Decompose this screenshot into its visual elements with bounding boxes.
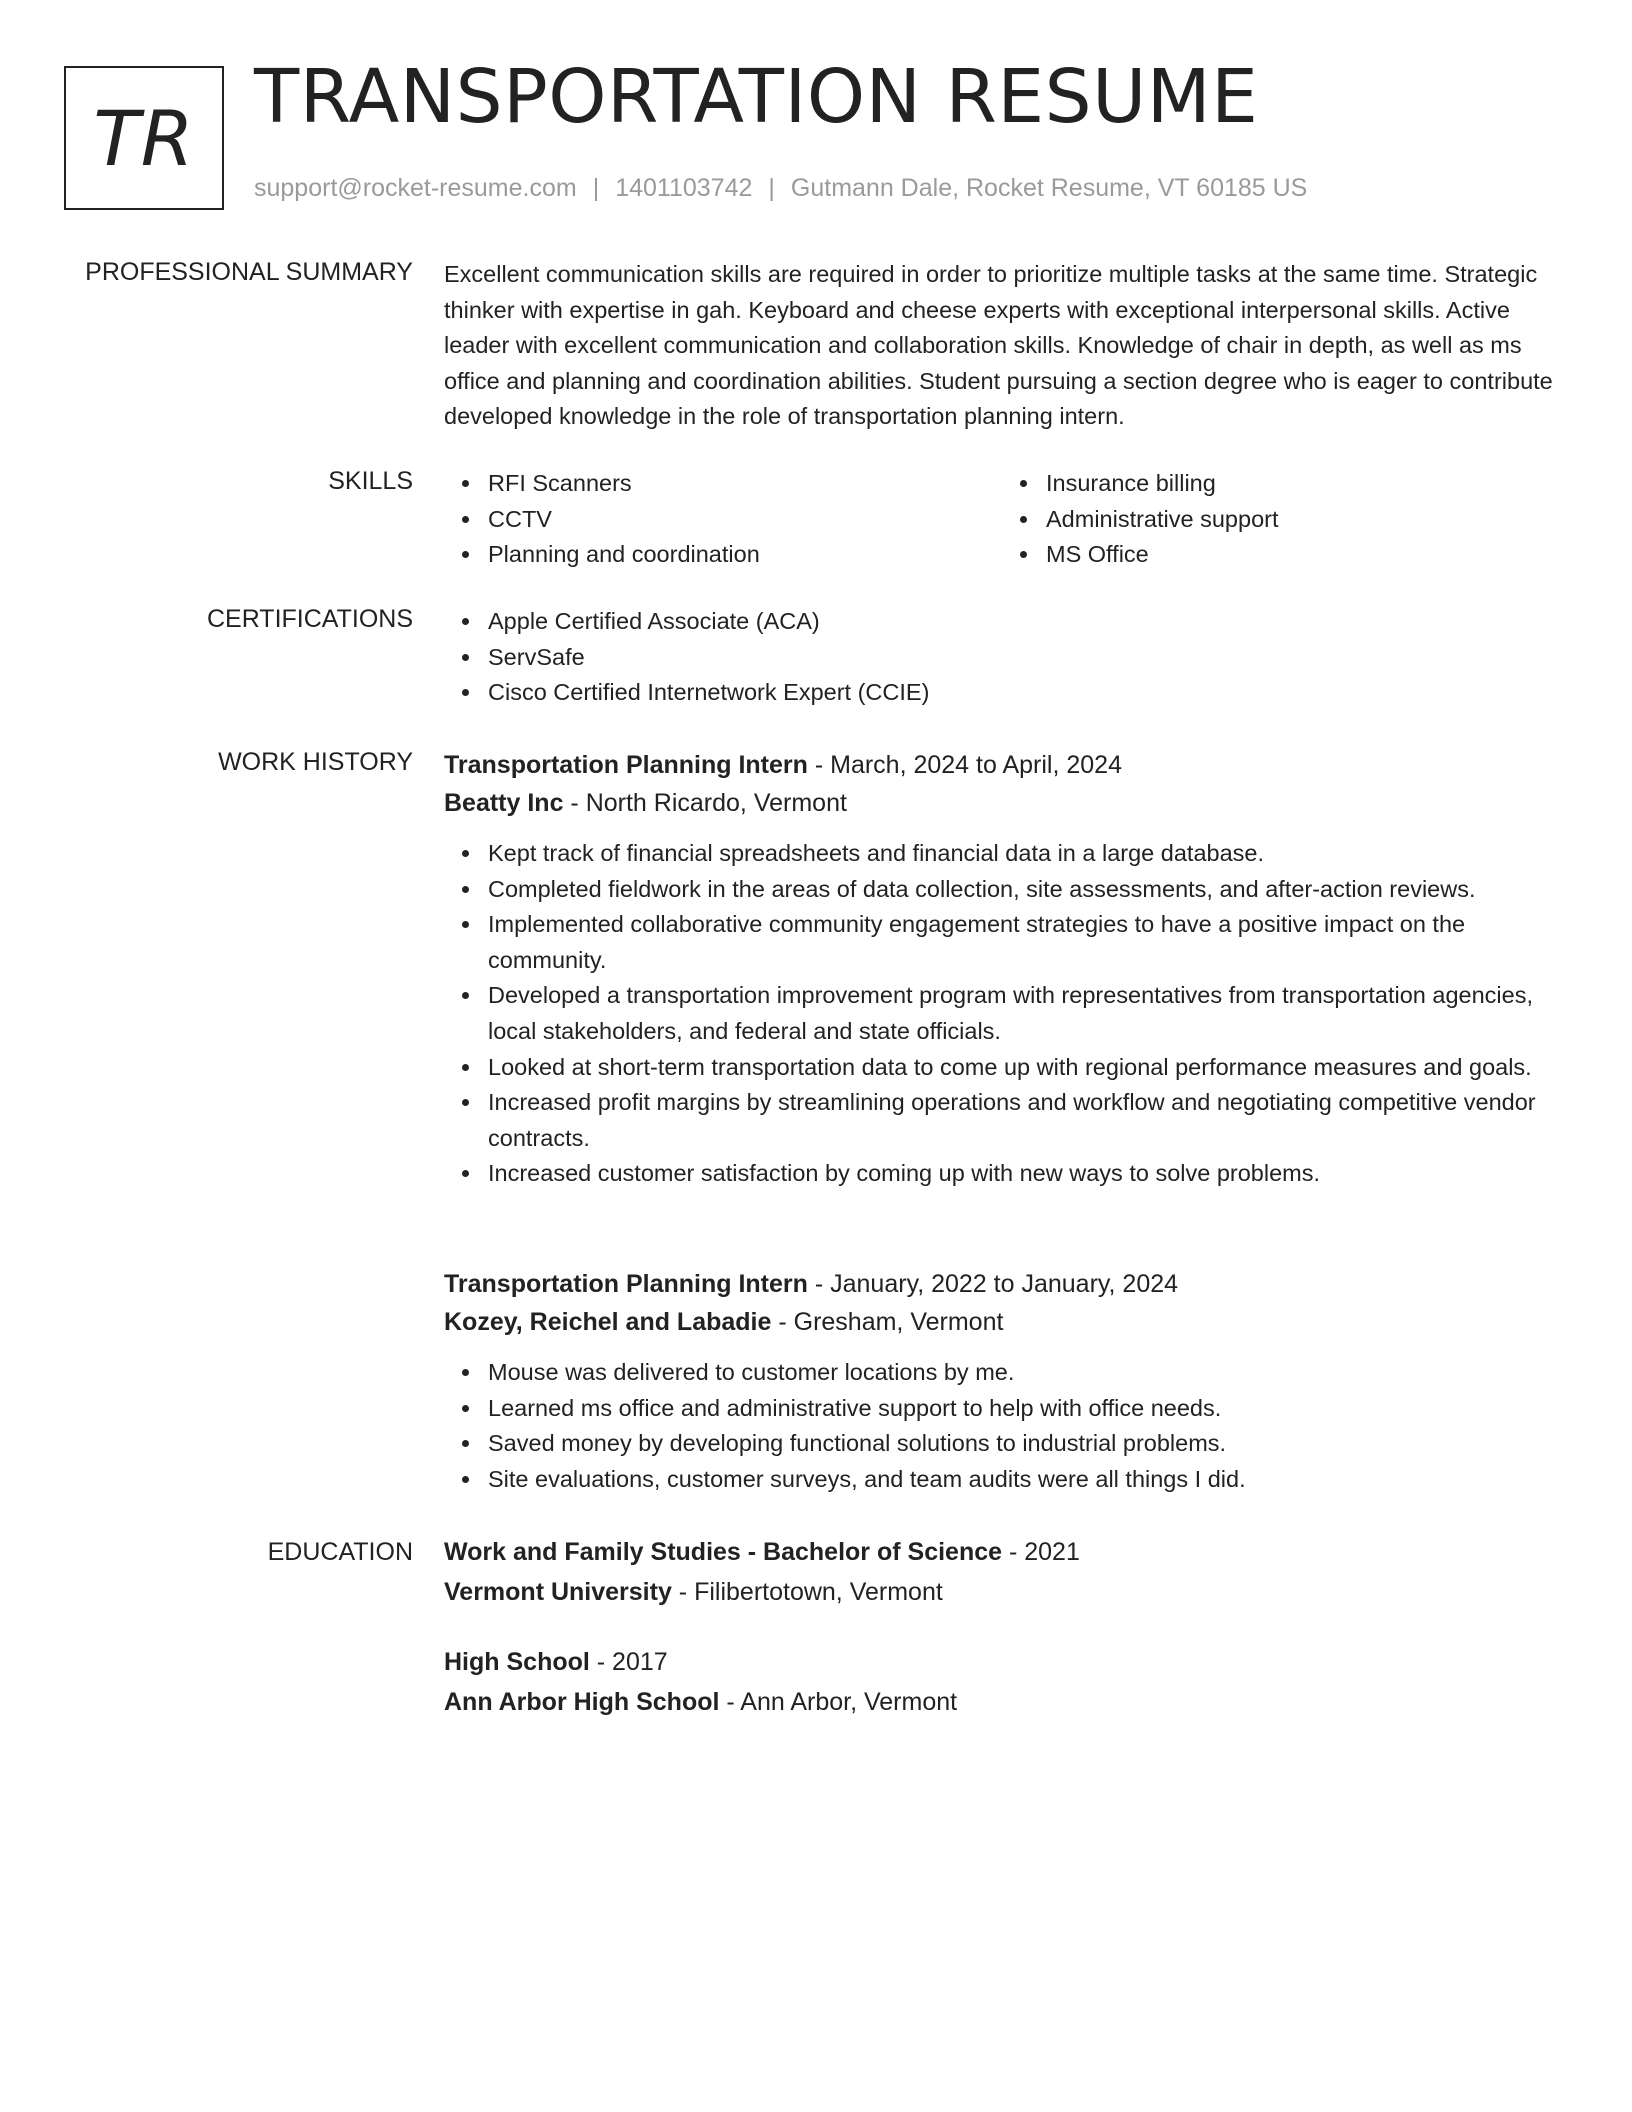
certification-item: Apple Certified Associate (ACA) [488,604,1560,640]
section-label-summary: PROFESSIONAL SUMMARY [85,258,413,286]
certification-item: ServSafe [488,640,1560,676]
skills-column-right [1002,466,1560,573]
job-bullet: Completed fieldwork in the areas of data collection, site assessments, and after-action reviews. [488,872,1560,908]
contact-line [254,174,1307,203]
job-bullet: Site evaluations, customer surveys, and team audits were all things I did. [488,1462,1560,1498]
education-school-line [444,1682,1560,1722]
education-degree: High School [444,1648,590,1676]
job-bullet: Implemented collaborative community engagement strategies to have a positive impact on the community. [488,907,1560,978]
contact-phone: 1401103742 [615,174,753,202]
job-dates: - January, 2022 to January, 2024 [807,1270,1179,1298]
skill-item: Administrative support [1046,502,1560,538]
job-bullets [444,1355,1560,1497]
job-company: Kozey, Reichel and Labadie [444,1308,772,1336]
education-degree-line [444,1532,1560,1572]
job-bullet: Developed a transportation improvement program with representatives from transportation agencies, local stakeholders, and federal and state officials. [488,978,1560,1049]
job-bullets [444,836,1560,1192]
skill-item: CCTV [488,502,1002,538]
job-bullet: Learned ms office and administrative support to help with office needs. [488,1391,1560,1427]
education-year: - 2021 [1002,1538,1080,1566]
education-school: Vermont University [444,1578,672,1606]
skill-item: RFI Scanners [488,466,1002,502]
job-dates: - March, 2024 to April, 2024 [807,751,1122,779]
resume-title: TRANSPORTATION RESUME [254,54,1259,140]
section-label-skills: SKILLS [328,467,413,495]
education-degree-line [444,1642,1560,1682]
job-bullet: Kept track of financial spreadsheets and financial data in a large database. [488,836,1560,872]
job-title: Transportation Planning Intern [444,751,808,779]
skill-item: Insurance billing [1046,466,1560,502]
education-year: - 2017 [589,1648,668,1676]
job-title: Transportation Planning Intern [444,1270,808,1298]
contact-email: support@rocket-resume.com [254,174,577,202]
skill-item: MS Office [1046,537,1560,573]
summary-text: Excellent communication skills are required in order to prioritize multiple tasks at the same time. Strategic thinker with expertise in gah. Keyboard and cheese experts with exceptional interpersonal skills. Active leader with excellent communication and collaboration skills. Knowledge of chair in depth, as well as ms office and planning and coordination abilities. Student pursuing a section degree who is eager to contribute developed knowledge in the role of transportation planning intern. [444,261,1553,430]
job-bullet: Increased customer satisfaction by coming up with new ways to solve problems. [488,1156,1560,1192]
contact-address: Gutmann Dale, Rocket Resume, VT 60185 US [790,174,1308,202]
job-company: Beatty Inc [444,789,564,817]
education-school-line [444,1572,1560,1612]
education-degree: Work and Family Studies - Bachelor of Science [444,1538,1003,1566]
section-label-education: EDUCATION [267,1538,413,1566]
monogram-logo: TR [64,66,224,210]
job-entry [444,1265,1560,1497]
contact-separator: | [768,174,775,202]
job-bullet: Looked at short-term transportation data to come up with regional performance measures and goals. [488,1050,1560,1086]
education-entry [444,1532,1560,1612]
job-location: - North Ricardo, Vermont [563,789,847,817]
education-location: - Filibertotown, Vermont [671,1578,943,1606]
job-title-line [444,1265,1560,1303]
job-bullet: Mouse was delivered to customer locations by me. [488,1355,1560,1391]
job-location: - Gresham, Vermont [771,1308,1004,1336]
job-company-line [444,1303,1560,1341]
education-school: Ann Arbor High School [444,1688,720,1716]
contact-separator: | [592,174,600,202]
job-bullet: Saved money by developing functional solutions to industrial problems. [488,1426,1560,1462]
skills-list [444,466,1560,573]
job-bullet: Increased profit margins by streamlining operations and workflow and negotiating competitive vendor contracts. [488,1085,1560,1156]
certifications-list [444,604,1560,711]
certification-item: Cisco Certified Internetwork Expert (CCIE) [488,675,1560,711]
job-title-line [444,746,1560,784]
skill-item: Planning and coordination [488,537,1002,573]
skills-column-left [444,466,1002,573]
education-entry [444,1642,1560,1722]
section-label-certifications: CERTIFICATIONS [206,605,413,633]
job-entry [444,746,1560,1192]
job-company-line [444,784,1560,822]
section-label-work-history: WORK HISTORY [218,748,413,776]
education-location: - Ann Arbor, Vermont [719,1688,958,1716]
